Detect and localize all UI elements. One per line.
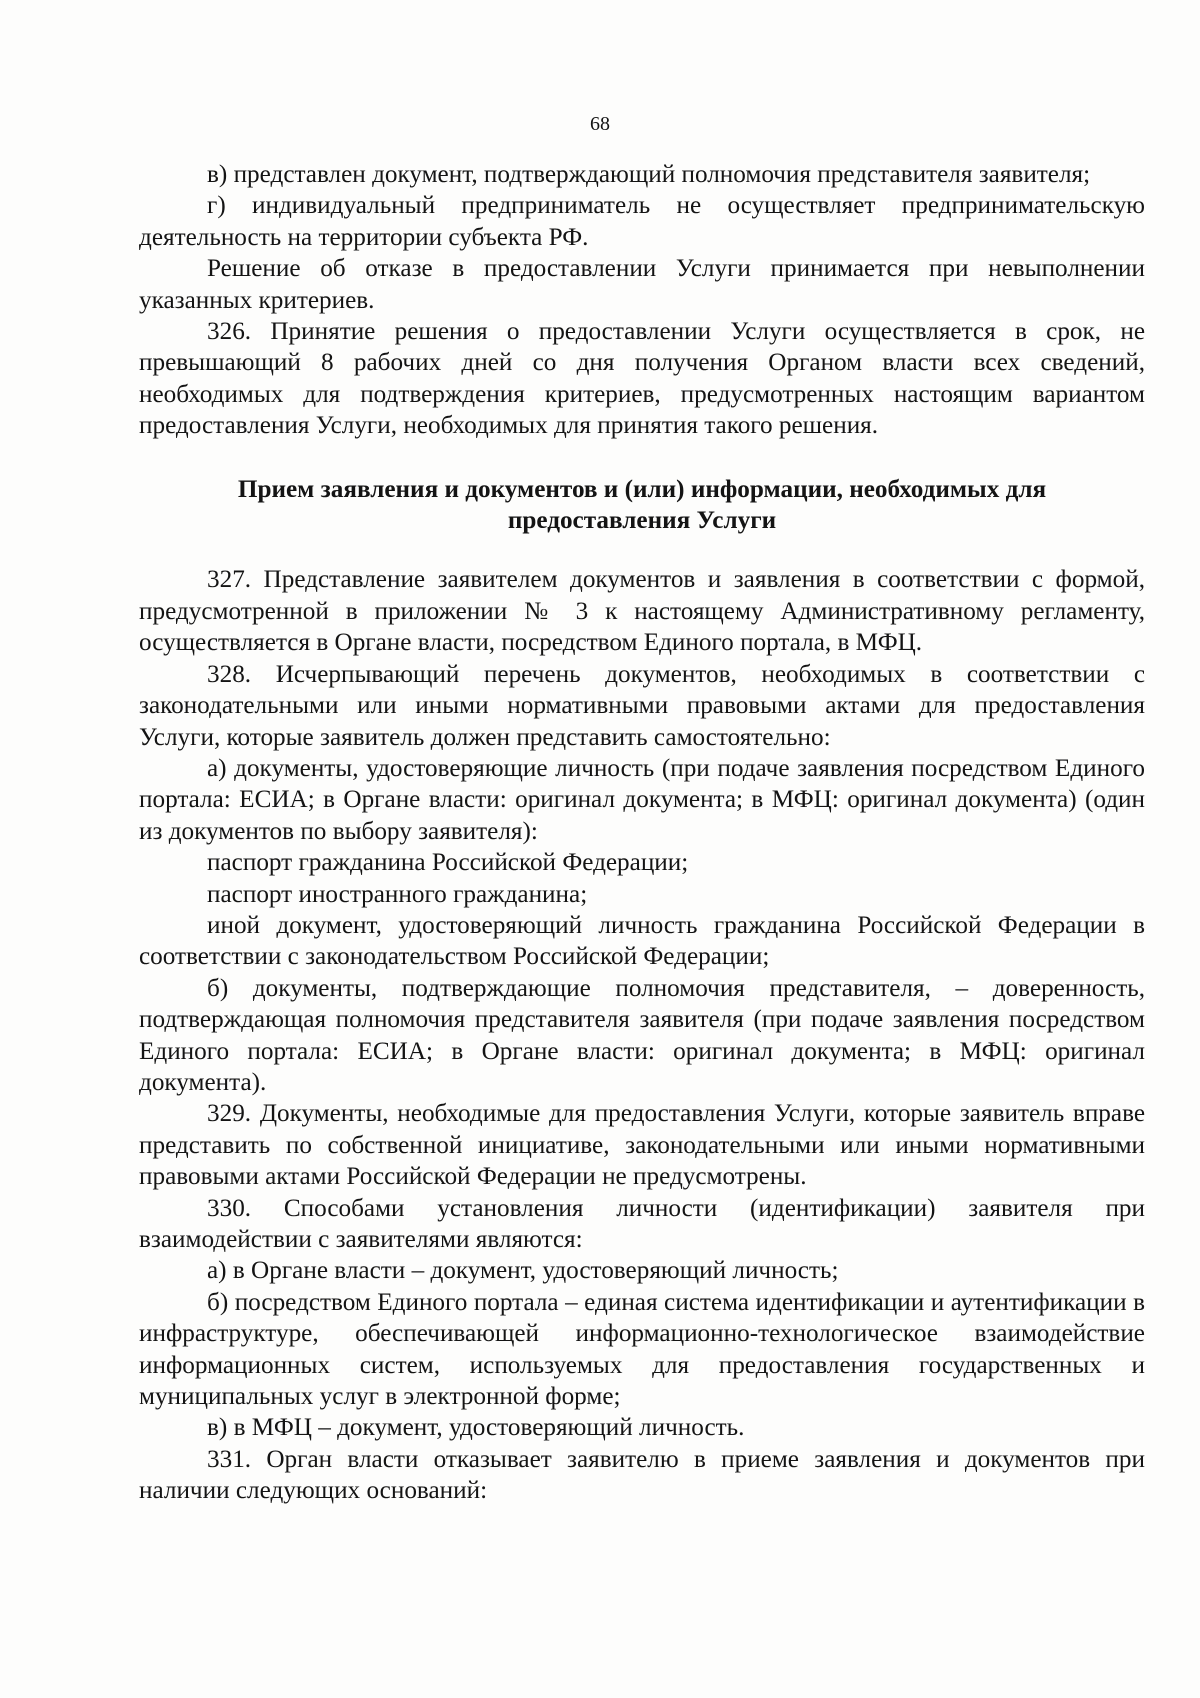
paragraph-refusal-decision: Решение об отказе в предоставлении Услуги принимается при невыполнении указанных критериев. (139, 255, 1145, 314)
paragraph-329: 329. Документы, необходимые для предоставления Услуги, которые заявитель вправе представить по собственной инициативе, законодательными или иными нормативными правовыми актами Российской Федерации не предусмотрены. (139, 1100, 1145, 1191)
paragraph-330-b: б) посредством Единого портала – единая система идентификации и аутентификации в инфраструктуре, обеспечивающей информационно-технологическое взаимодействие информационных систем, используемых для предоставления государственных и муниципальных услуг в электронной форме; (139, 1288, 1145, 1411)
paragraph-330-c: в) в МФЦ – документ, удостоверяющий личность. (207, 1414, 745, 1442)
paragraph-330: 330. Способами установления личности (идентификации) заявителя при взаимодействии с заявителями являются: (139, 1194, 1145, 1253)
paragraph-entrepreneur-activity: г) индивидуальный предприниматель не осуществляет предпринимательскую деятельность на территории субъекта РФ. (139, 192, 1145, 251)
paragraph-331: 331. Орган власти отказывает заявителю в приеме заявления и документов при наличии следующих оснований: (139, 1445, 1145, 1505)
paragraph-327: 327. Представление заявителем документов и заявления в соответствии с формой, предусмотренной в приложении № 3 к настоящему Административному регламенту, осуществляется в Органе власти, посредством Единого портала, в МФЦ. (139, 566, 1145, 657)
page-number: 68 (590, 113, 610, 135)
paragraph-328-b: б) документы, подтверждающие полномочия представителя, – доверенность, подтверждающая полномочия представителя заявителя (при подаче заявления посредством Единого портала: ЕСИА; в Органе власти: оригинал документа; в МФЦ: оригинал документа). (139, 974, 1145, 1096)
paragraph-330-a: а) в Органе власти – документ, удостоверяющий личность; (207, 1257, 839, 1285)
section-heading: Прием заявления и документов и (или) информации, необходимых для предоставления Услуги (237, 475, 1047, 535)
list-item-foreign-passport: паспорт иностранного гражданина; (207, 880, 588, 908)
paragraph-328: 328. Исчерпывающий перечень документов, необходимых в соответствии с законодательными или иными нормативными правовыми актами для предоставления Услуги, которые заявитель должен представить самостоятельно: (139, 660, 1145, 751)
paragraph-representative-authority: в) представлен документ, подтверждающий полномочия представителя заявителя; (207, 161, 1091, 188)
paragraph-328-a: а) документы, удостоверяющие личность (при подаче заявления посредством Единого портала: ЕСИА; в Органе власти: оригинал документа; в МФЦ: оригинал документа) (один из документов по выбору заявителя): (139, 754, 1145, 845)
document-body (139, 159, 1145, 1507)
list-item-other-document: иной документ, удостоверяющий личность гражданина Российской Федерации в соответствии с законодательством Российской Федерации; (139, 911, 1145, 971)
list-item-rf-passport: паспорт гражданина Российской Федерации; (207, 849, 689, 877)
paragraph-326: 326. Принятие решения о предоставлении Услуги осуществляется в срок, не превышающий 8 рабочих дней со дня получения Органом власти всех сведений, необходимых для подтверждения критериев, предусмотренных настоящим вариантом предоставления Услуги, необходимых для принятия такого решения. (139, 318, 1145, 440)
